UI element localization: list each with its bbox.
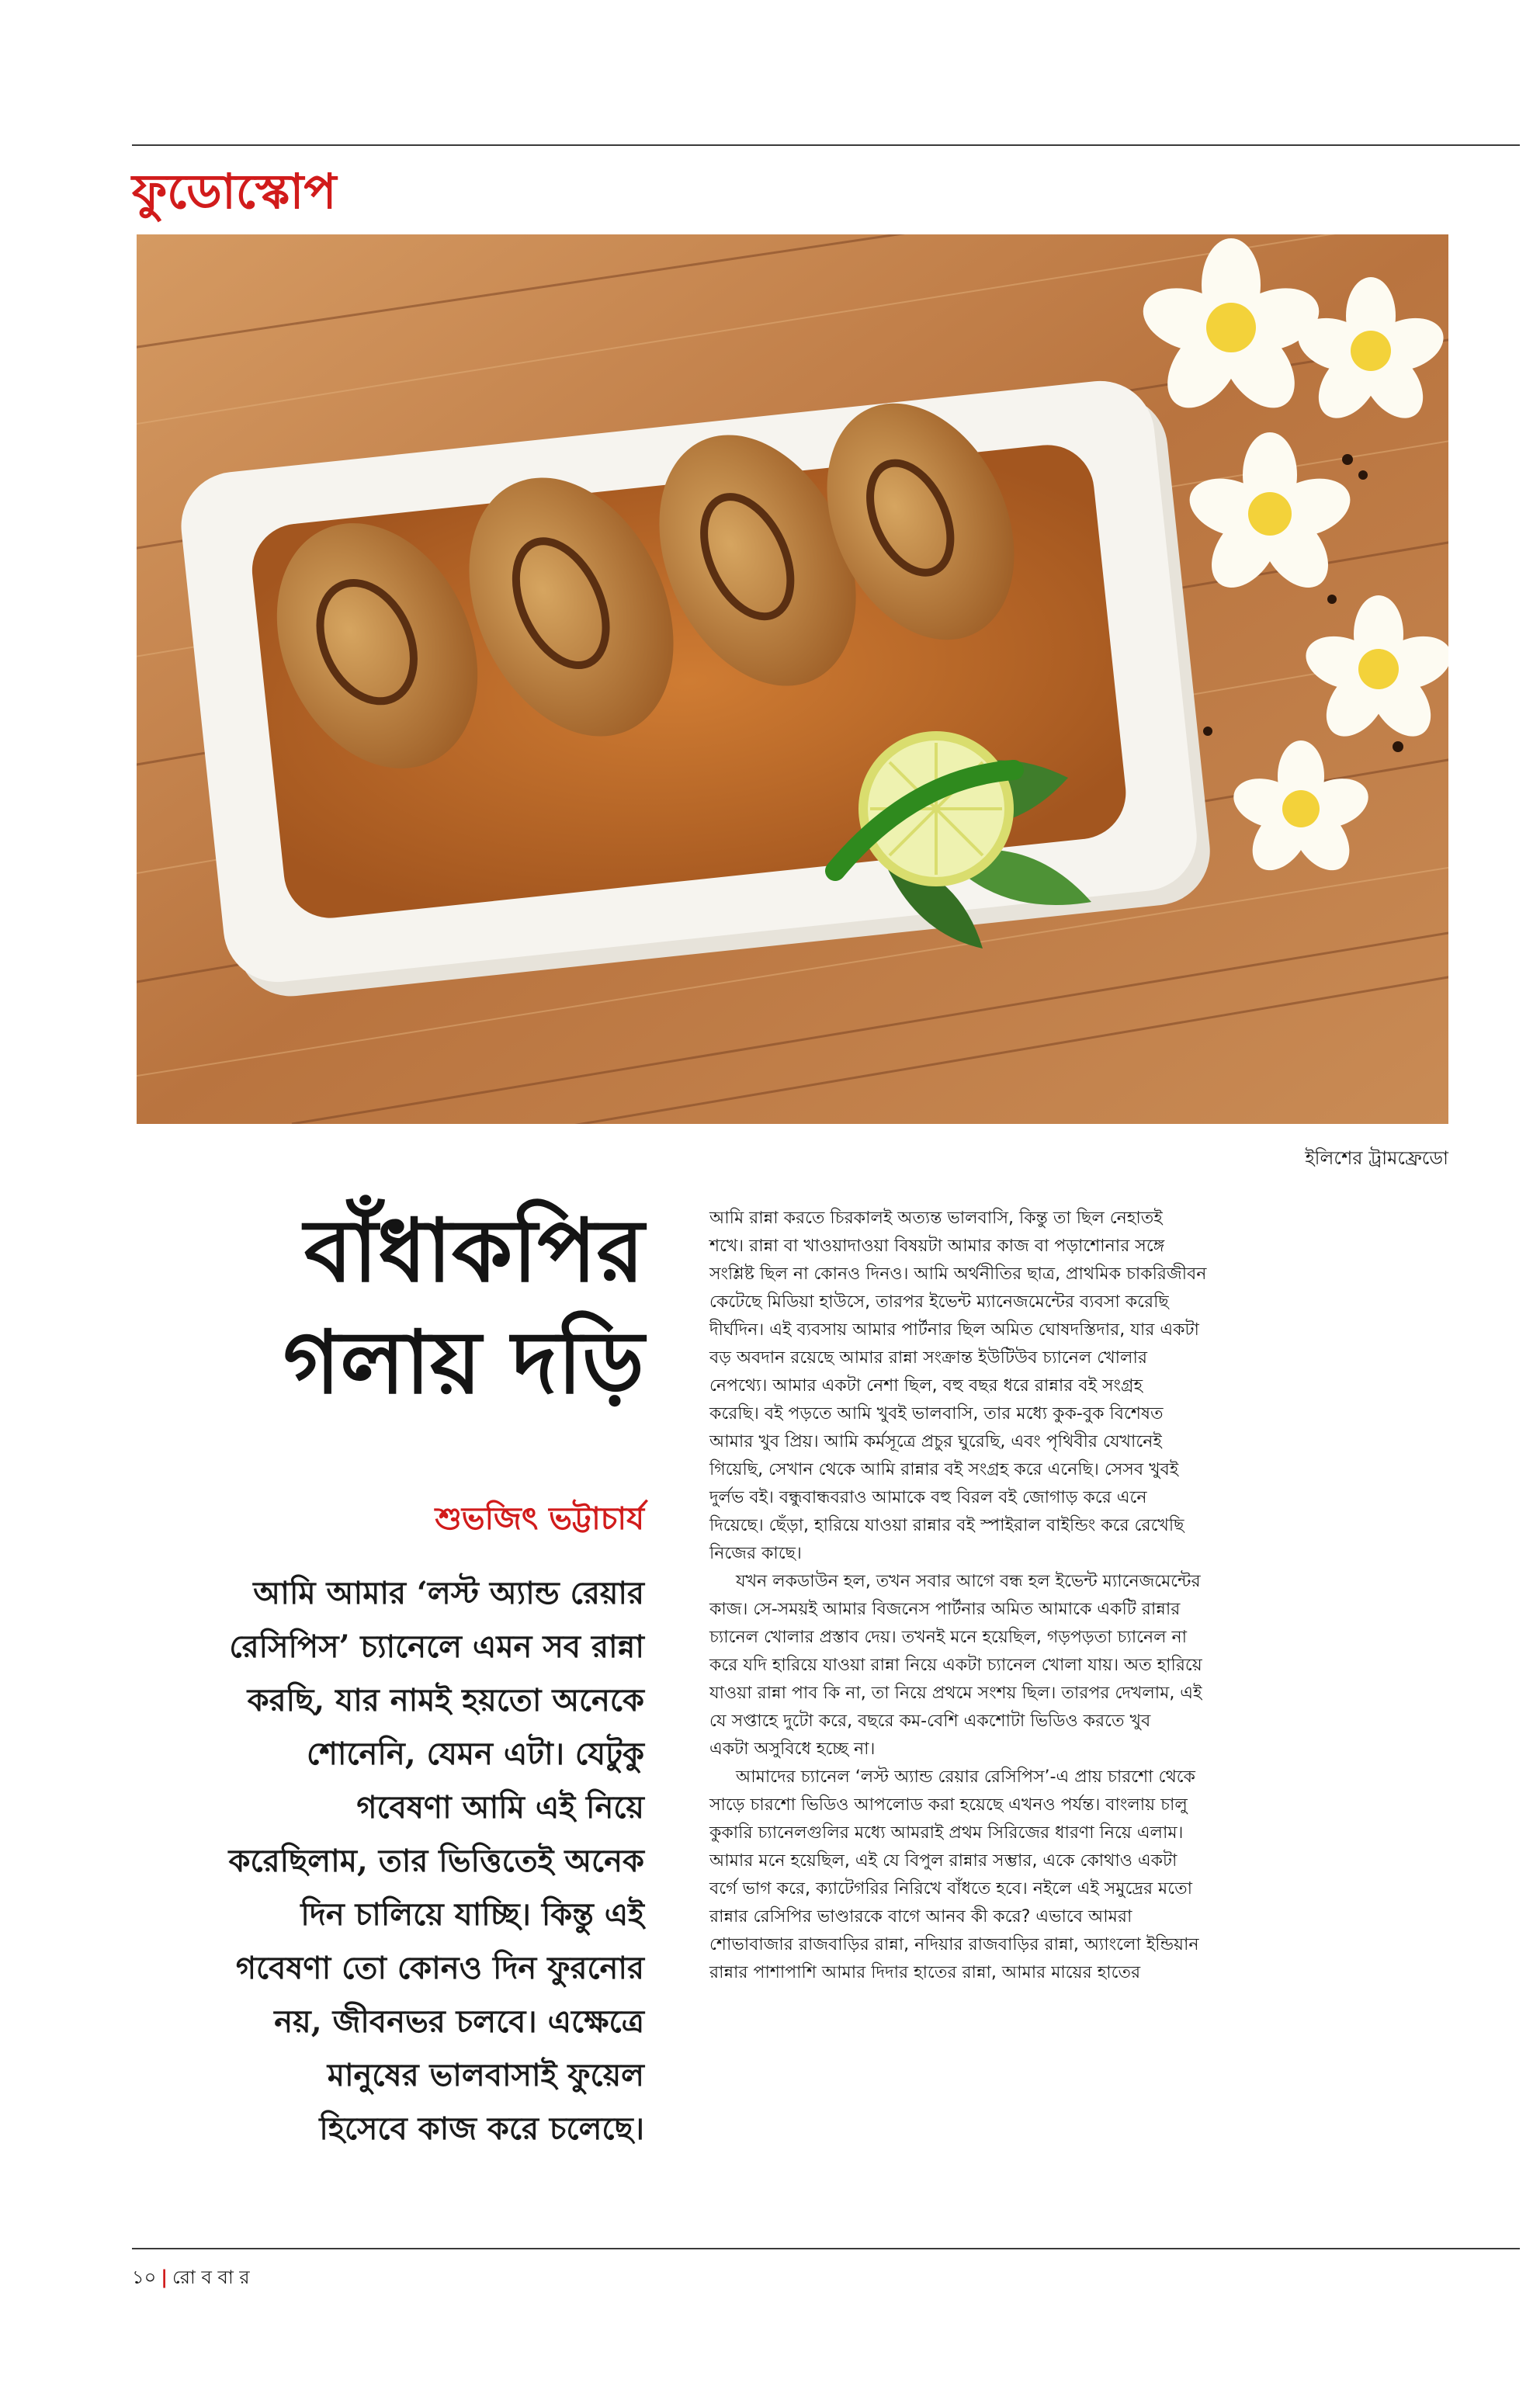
body-line: শোভাবাজার রাজবাড়ির রান্না, নদিয়ার রাজবাড়ির রান্না, অ্যাংলো ইন্ডিয়ান xyxy=(709,1935,1199,1954)
body-line: কাজ। সে-সময়ই আমার বিজনেস পার্টনার অমিত আমাকে একটি রান্নার xyxy=(709,1600,1181,1619)
body-line: কুকারি চ্যানেলগুলির মধ্যে আমরাই প্রথম সিরিজের ধারণা নিয়ে এলাম। xyxy=(709,1823,1184,1843)
body-line: আমি রান্না করতে চিরকালই অত্যন্ত ভালবাসি, কিন্তু তা ছিল নেহাতই xyxy=(709,1209,1163,1228)
pull-quote xyxy=(132,1566,644,2155)
pull-quote-line: মানুষের ভালবাসাই ফুয়েল xyxy=(327,2057,644,2093)
byline: শুভজিৎ ভট্টাচার্য xyxy=(435,1500,644,1537)
article-body xyxy=(709,1205,1393,1987)
hero-photo xyxy=(137,234,1448,1124)
page-number: ১০ xyxy=(132,2266,157,2288)
body-line: রান্নার রেসিপির ভাণ্ডারকে বাগে আনব কী করে? এভাবে আমরা xyxy=(709,1907,1132,1927)
pull-quote-line: শোনেনি, যেমন এটা। যেটুকু xyxy=(306,1736,644,1772)
headline xyxy=(132,1195,644,1419)
pull-quote-line: দিন চালিয়ে যাচ্ছি। কিন্তু এই xyxy=(300,1896,644,1933)
body-line: দীর্ঘদিন। এই ব্যবসায় আমার পার্টনার ছিল অমিত ঘোষদস্তিদার, যার একটা xyxy=(709,1320,1199,1340)
body-line: সংশ্লিষ্ট ছিল না কোনও দিনও। আমি অর্থনীতির ছাত্র, প্রাথমিক চাকরিজীবন xyxy=(709,1264,1207,1284)
body-line: নিজের কাছে। xyxy=(709,1544,802,1563)
body-line: শখে। রান্না বা খাওয়াদাওয়া বিষয়টা আমার কাজ বা পড়াশোনার সঙ্গে xyxy=(709,1236,1165,1256)
body-line: নেপথ্যে। আমার একটা নেশা ছিল, বহু বছর ধরে রান্নার বই সংগ্রহ xyxy=(709,1376,1143,1396)
pull-quote-line: হিসেবে কাজ করে চলেছে। xyxy=(319,2110,644,2147)
body-line: যখন লকডাউন হল, তখন সবার আগে বন্ধ হল ইভেন্ট ম্যানেজমেন্টের xyxy=(736,1572,1201,1591)
headline-line: বাঁধাকপির xyxy=(303,1200,644,1302)
body-line: আমার খুব প্রিয়। আমি কর্মসূত্রে প্রচুর ঘুরেছি, এবং পৃথিবীর যেখানেই xyxy=(709,1432,1162,1451)
headline-line: গলায় দড়ি xyxy=(283,1312,644,1413)
publication-name: রো ব বা র xyxy=(172,2266,250,2288)
pull-quote-line: গবেষণা আমি এই নিয়ে xyxy=(356,1789,644,1826)
pull-quote-line: আমি আমার ‘লস্ট অ্যান্ড রেয়ার xyxy=(253,1575,644,1611)
body-line: দুর্লভ বই। বন্ধুবান্ধবরাও আমাকে বহু বিরল বই জোগাড় করে এনে xyxy=(709,1488,1147,1507)
pull-quote-line: নয়, জীবনভর চলবে। এক্ষেত্রে xyxy=(274,2003,644,2040)
pull-quote-line: করছি, যার নামই হয়তো অনেকে xyxy=(247,1682,644,1718)
body-line: করে যদি হারিয়ে যাওয়া রান্না নিয়ে একটা চ্যানেল খোলা যায়। অত হারিয়ে xyxy=(709,1656,1202,1675)
body-line: আমার মনে হয়েছিল, এই যে বিপুল রান্নার সম্ভার, একে কোথাও একটা xyxy=(709,1851,1178,1871)
folio xyxy=(132,2260,250,2294)
pull-quote-line: করেছিলাম, তার ভিত্তিতেই অনেক xyxy=(228,1843,644,1879)
bottom-rule xyxy=(132,2248,1520,2249)
body-line: আমাদের চ্যানেল ‘লস্ট অ্যান্ড রেয়ার রেসিপিস’-এ প্রায় চারশো থেকে xyxy=(736,1767,1195,1787)
body-line: করেছি। বই পড়তে আমি খুবই ভালবাসি, তার মধ্যে কুক-বুক বিশেষত xyxy=(709,1404,1164,1424)
body-line: চ্যানেল খোলার প্রস্তাব দেয়। তখনই মনে হয়েছিল, গড়পড়তা চ্যানেল না xyxy=(709,1628,1187,1647)
body-line: রান্নার পাশাপাশি আমার দিদার হাতের রান্না, আমার মায়ের হাতের xyxy=(709,1963,1141,1982)
body-line: একটা অসুবিধে হচ্ছে না। xyxy=(709,1739,876,1759)
lemon-slice xyxy=(858,731,1014,886)
body-line: দিয়েছে। ছেঁড়া, হারিয়ে যাওয়া রান্নার বই স্পাইরাল বাইন্ডিং করে রেখেছি xyxy=(709,1516,1184,1535)
body-line: গিয়েছি, সেখান থেকে আমি রান্নার বই সংগ্রহ করে এনেছি। সেসব খুবই xyxy=(709,1460,1179,1479)
photo-caption: ইলিশের ট্রামফ্রেডো xyxy=(1305,1147,1448,1169)
body-line: সাড়ে চারশো ভিডিও আপলোড করা হয়েছে এখনও পর্যন্ত। বাংলায় চালু xyxy=(709,1795,1188,1815)
folio-separator: | xyxy=(161,2266,168,2288)
body-line: বর্গে ভাগ করে, ক্যাটেগরির নিরিখে বাঁধতে হবে। নইলে এই সমুদ্রের মতো xyxy=(709,1879,1193,1899)
body-line: বড় অবদান রয়েছে আমার রান্না সংক্রান্ত ইউটিউব চ্যানেল খোলার xyxy=(709,1348,1147,1368)
body-line: যে সপ্তাহে দুটো করে, বছরে কম-বেশি একশোটা ভিডিও করতে খুব xyxy=(709,1712,1151,1731)
section-label: ফুডোস্কোপ xyxy=(132,163,337,220)
hilsa-dish-illustration xyxy=(137,234,1448,1124)
body-line: যাওয়া রান্না পাব কি না, তা নিয়ে প্রথমে সংশয় ছিল। তারপর দেখলাম, এই xyxy=(709,1684,1202,1703)
top-rule xyxy=(132,144,1520,146)
pull-quote-line: গবেষণা তো কোনও দিন ফুরনোর xyxy=(235,1950,644,1986)
body-line: কেটেছে মিডিয়া হাউসে, তারপর ইভেন্ট ম্যানেজমেন্টের ব্যবসা করেছি xyxy=(709,1292,1169,1312)
pull-quote-line: রেসিপিস’ চ্যানেলে এমন সব রান্না xyxy=(229,1628,644,1665)
